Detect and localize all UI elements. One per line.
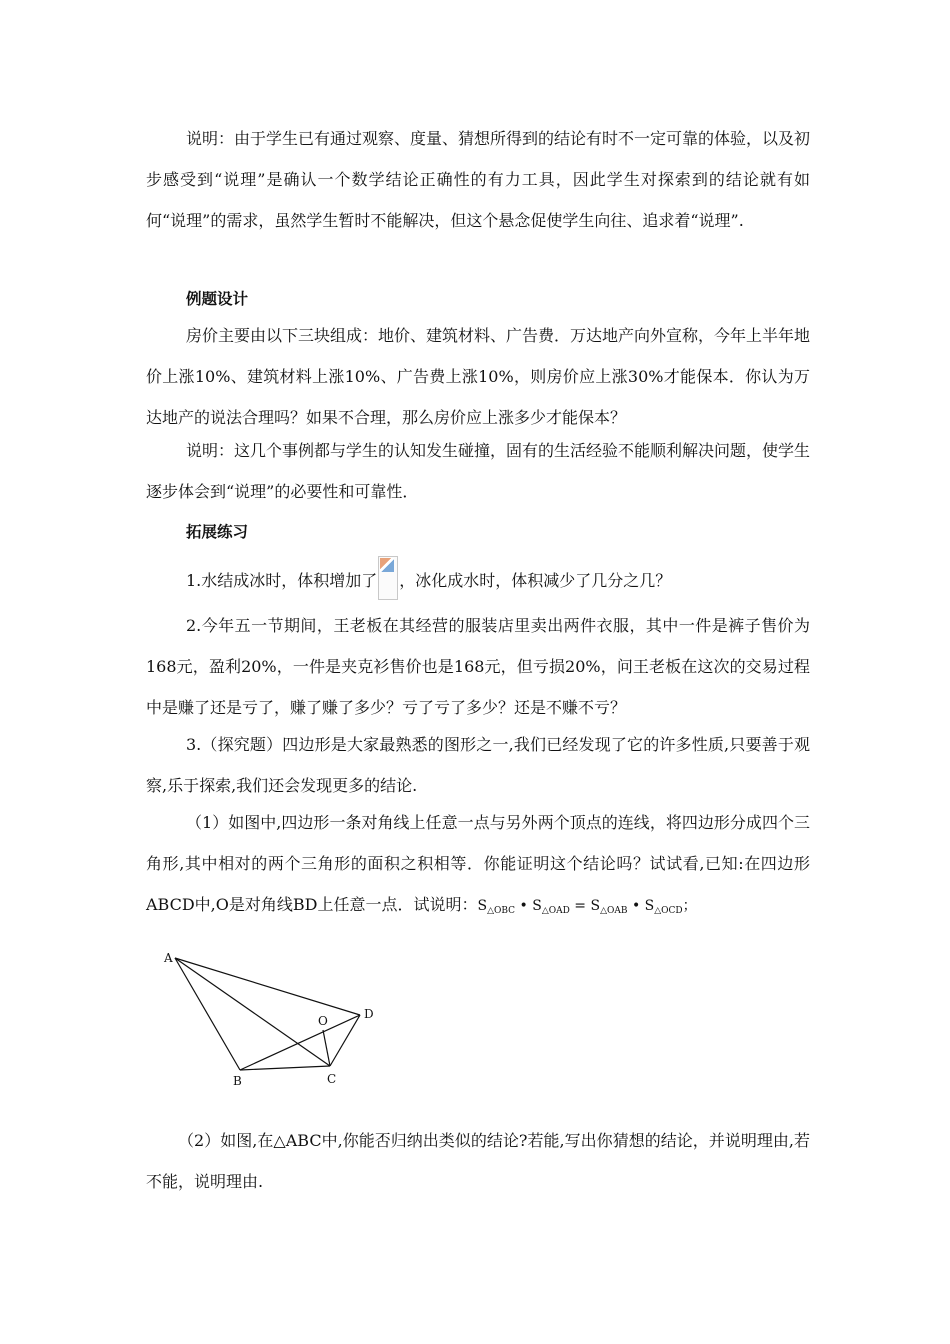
quadrilateral-figure (160, 945, 400, 1090)
edge-BC (240, 1066, 330, 1070)
fraction-image-placeholder (378, 556, 398, 600)
question-3-part-1-text: （1）如图中,四边形一条对角线上任意一点与另外两个顶点的连线，将四边形分成四个三角形,其中相对的两个三角形的面积之积相等．你能证明这个结论吗？试试看,已知:在四边形ABCD中,O是对角线BD上任意一点．试说明： (146, 813, 810, 914)
note-paragraph-2: 说明：这几个事例都与学生的认知发生碰撞，固有的生活经验不能顺利解决问题，使学生逐步体会到“说理”的必要性和可靠性． (146, 441, 811, 501)
question-1-text-b: ，冰化成水时，体积减少了几分之几？ (399, 571, 672, 590)
label-B: B (233, 1074, 242, 1088)
diagonal-BD (240, 1015, 360, 1070)
label-O: O (318, 1014, 328, 1028)
question-3-part-2: （2）如图,在△ABC中,你能否归纳出类似的结论?若能,写出你猜想的结论，并说明理由,若不能，说明理由. (146, 1131, 810, 1191)
label-C: C (327, 1072, 337, 1086)
note-paragraph-1: 说明：由于学生已有通过观察、度量、猜想所得到的结论有时不一定可靠的体验，以及初步感受到“说理”是确认一个数学结论正确性的有力工具，因此学生对探索到的结论就有如何“说理”的需求，虽然学生暂时不能解决，但这个悬念促使学生向往、追求着“说理”. (146, 129, 811, 230)
segment-AO-C (175, 958, 330, 1066)
edge-CD (330, 1015, 360, 1066)
broken-image-icon (380, 558, 394, 572)
question-1-text-a: 1.水结成冰时，体积增加了 (186, 571, 378, 590)
area-formula: $S_{\triangle OBC}$ • $S_{\triangle OAD} = S_{\triangle OAB}$ • $S_{\triangle OCD}$； (477, 898, 697, 916)
question-2: 2.今年五一节期间，王老板在其经营的服装店里卖出两件衣服，其中一件是裤子售价为168元，盈利20%，一件是夹克衫售价也是168元，但亏损20%，问王老板在这次的交易过程中是赚了还是亏了，赚了赚了多少？亏了亏了多少？还是不赚不亏？ (146, 616, 810, 717)
label-D: D (364, 1007, 374, 1021)
question-3: 3.（探究题）四边形是大家最熟悉的图形之一,我们已经发现了它的许多性质,只要善于观察,乐于探索,我们还会发现更多的结论. (146, 735, 810, 795)
question-3-part-1 (146, 802, 810, 932)
heading-extension-practice: 拓展练习 (186, 523, 249, 541)
segment-OC (323, 1030, 330, 1066)
heading-example-design: 例题设计 (186, 290, 249, 308)
label-A: A (164, 951, 173, 965)
question-1 (146, 556, 810, 601)
example-paragraph: 房价主要由以下三块组成：地价、建筑材料、广告费．万达地产向外宣称，今年上半年地价上涨10%、建筑材料上涨10%、广告费上涨10%，则房价应上涨30%才能保本．你认为万达地产的说法合理吗？如果不合理，那么房价应上涨多少才能保本？ (146, 326, 811, 427)
